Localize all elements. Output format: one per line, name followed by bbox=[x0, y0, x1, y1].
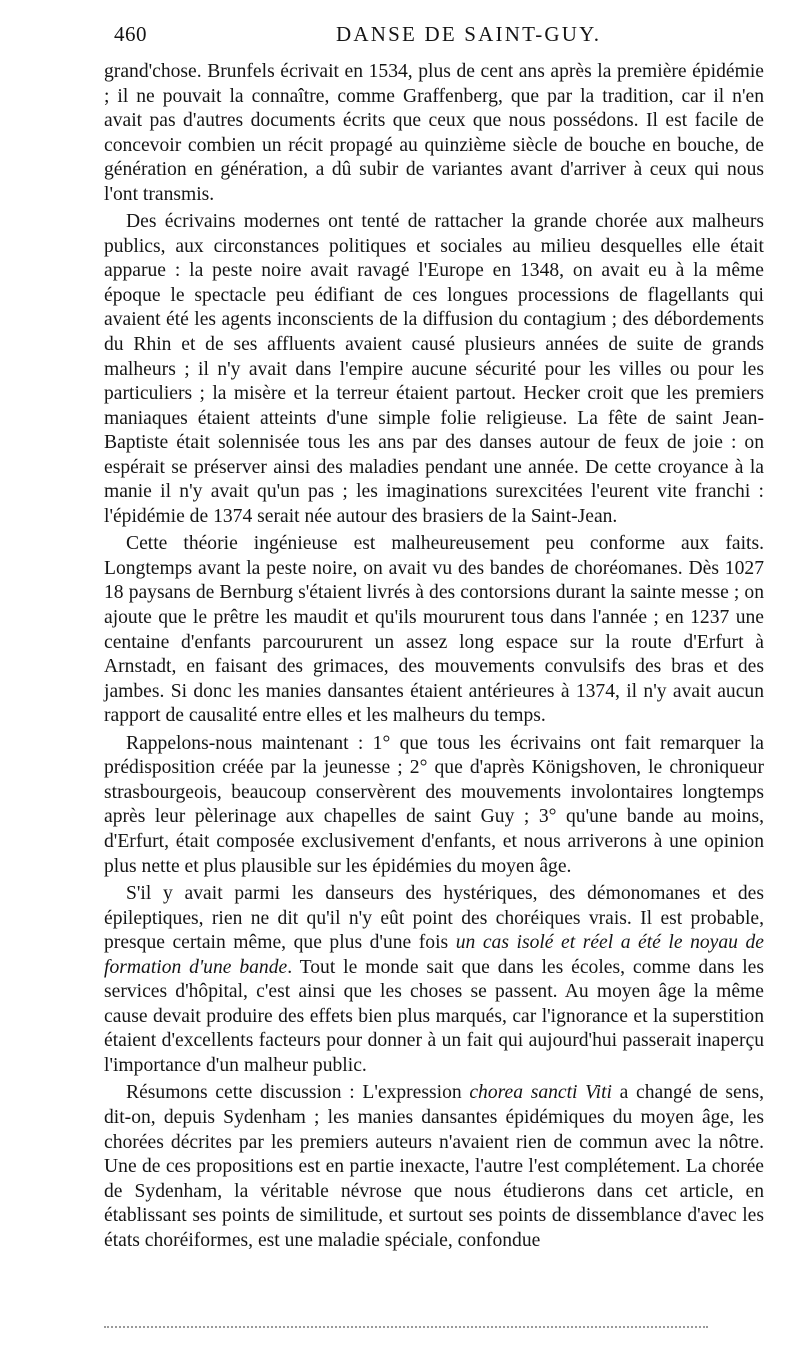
text-span: S'il y avait parmi les danseurs des hystériques, des démonomanes et des épileptiques, rien ne dit qu'il n'y eût point des choréiques vrais. Il est probable, presque certain même, que plus d'une fois bbox=[104, 883, 764, 954]
paragraph bbox=[104, 882, 764, 1078]
text-span: grand'chose. Brunfels écrivait en 1534, plus de cent ans après la première épidémie ; il ne pouvait la connaître, comme Graffenberg, que par la tradition, car il n'en avait pas d'autres documents écrits que ceux que nous possédons. Il est facile de concevoir combien un récit propagé au quinzième siècle de bouche en bouche, de génération en génération, a dû subir de variantes avant d'arriver à ceux qui nous l'ont transmis. bbox=[104, 61, 764, 205]
page-header bbox=[104, 22, 764, 52]
paragraph bbox=[104, 732, 764, 879]
running-title: DANSE DE SAINT-GUY. bbox=[336, 22, 602, 46]
text-span: . Tout le monde sait que dans les écoles, comme dans les services d'hôpital, c'est ainsi que les choses se passent. Au moyen âge la même cause devait produire des effets bien plus marqués, car l'ignorance et la superstition étaient d'excellents facteurs pour donner à un fait qui aujourd'hui passerait inaperçu l'importance d'un malheur public. bbox=[104, 956, 764, 1076]
paragraph bbox=[104, 60, 764, 207]
text-span: Résumons cette discussion : L'expression bbox=[126, 1082, 470, 1104]
text-span: Cette théorie ingénieuse est malheureusement peu conforme aux faits. Longtemps avant la peste noire, on avait vu des bandes de choréomanes. Dès 1027 18 paysans de Bernburg s'étaient livrés à des contorsions durant la sainte messe ; on ajoute que le prêtre les maudit et qu'ils moururent tous dans l'année ; en 1237 une centaine d'enfants parcoururent un assez long espace sur la route d'Erfurt à Arnstadt, en faisant des grimaces, des mouvements convulsifs des bras et des jambes. Si donc les manies dansantes étaient antérieures à 1374, il n'y avait aucun rapport de causalité entre elles et les malheurs du temps. bbox=[104, 533, 764, 727]
text-span: a changé de sens, dit-on, depuis Sydenham ; les manies dansantes épidémiques du moyen âge, les chorées décrites par les premiers auteurs n'avaient rien de commun avec la nôtre. Une de ces propositions est en partie inexacte, l'autre l'est complétement. La chorée de Sydenham, la véritable névrose que nous étudierons dans cet article, en établissant ses points de similitude, et surtout ses points de dissemblance d'avec les états choréiformes, est une maladie spéciale, confondue bbox=[104, 1082, 764, 1251]
paragraph bbox=[104, 210, 764, 529]
text-span: Rappelons-nous maintenant : 1° que tous les écrivains ont fait remarquer la prédisposition créée par la jeunesse ; 2° que d'après Königshoven, le chroniqueur strasbourgeois, beaucoup conservèrent des mouvements involontaires longtemps après leur pèlerinage aux chapelles de saint Guy ; 3° qu'une bande au moins, d'Erfurt, était composée exclusivement d'enfants, et nous arriverons à une opinion plus nette et plus plausible sur les épidémies du moyen âge. bbox=[104, 732, 764, 877]
italic-phrase: chorea sancti Viti bbox=[469, 1082, 613, 1104]
italic-phrase: un cas isolé et réel a été le noyau de formation d'une bande bbox=[104, 932, 764, 978]
text-span: Des écrivains modernes ont tenté de rattacher la grande chorée aux malheurs publics, aux circonstances politiques et sociales au milieu desquelles elle était apparue : la peste noire avait ravagé l'Europe en 1348, on avait eu à la même époque le spectacle peu édifiant de ces longues processions de flagellants qui avaient été les agents inconscients de la diffusion du contagium ; des débordements du Rhin et de ses affluents avaient causé plusieurs années de suite de grands malheurs ; il n'y avait dans l'empire aucune sécurité pour les villes ou pour les particuliers ; la misère et la terreur étaient partout. Hecker croit que les premiers maniaques étaient atteints d'une simple folie religieuse. La fête de saint Jean-Baptiste était solennisée tous les ans par des danses autour de feux de joie : on espérait se préserver ainsi des maladies pendant une année. De cette croyance à la manie il n'y avait qu'un pas ; les imaginations surexcitées l'eurent vite franchi : l'épidémie de 1374 serait née autour des brasiers de la Saint-Jean. bbox=[104, 211, 764, 527]
paragraph bbox=[104, 1081, 764, 1253]
page-number: 460 bbox=[114, 22, 147, 46]
footer-dotted-rule bbox=[104, 1326, 708, 1328]
body-text bbox=[104, 60, 764, 1256]
paragraph bbox=[104, 532, 764, 728]
